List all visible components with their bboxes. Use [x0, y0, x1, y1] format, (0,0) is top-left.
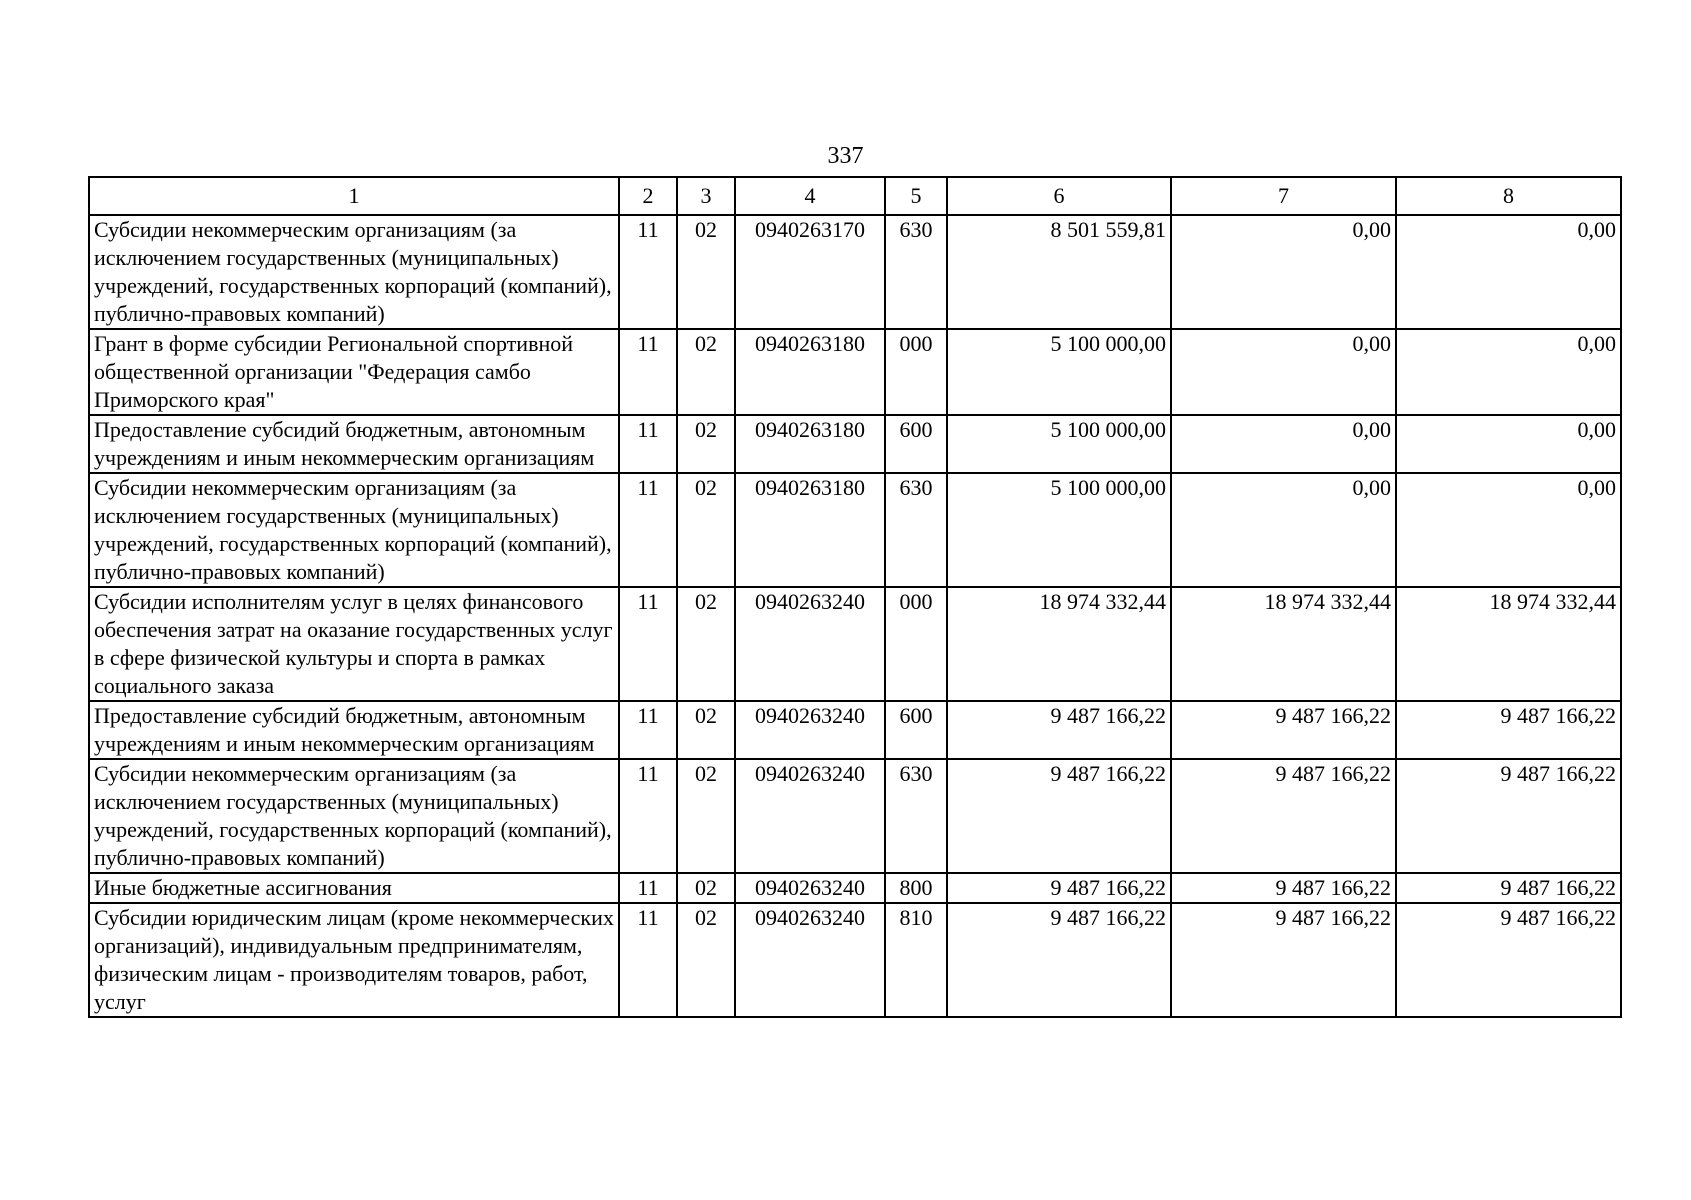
- row-amount-7: 0,00: [1171, 329, 1396, 415]
- row-subsection: 02: [677, 473, 735, 587]
- row-section: 11: [619, 873, 677, 903]
- column-header: 8: [1396, 177, 1621, 215]
- table-row: [89, 473, 1621, 587]
- table-row: [89, 873, 1621, 903]
- row-target-article: 0940263240: [735, 759, 885, 873]
- row-amount-8: 9 487 166,22: [1396, 701, 1621, 759]
- row-description: Субсидии некоммерческим организациям (за исключением государственных (муниципальных) учреждений, государственных корпораций (компаний), публично-правовых компаний): [89, 759, 619, 873]
- row-expense-type: 000: [885, 587, 947, 701]
- row-amount-6: 18 974 332,44: [947, 587, 1171, 701]
- row-target-article: 0940263170: [735, 215, 885, 329]
- row-section: 11: [619, 415, 677, 473]
- row-amount-8: 0,00: [1396, 473, 1621, 587]
- row-section: 11: [619, 587, 677, 701]
- column-header: 6: [947, 177, 1171, 215]
- row-target-article: 0940263180: [735, 329, 885, 415]
- row-description: Иные бюджетные ассигнования: [89, 873, 619, 903]
- table-row: [89, 701, 1621, 759]
- row-amount-8: 0,00: [1396, 415, 1621, 473]
- row-amount-7: 9 487 166,22: [1171, 701, 1396, 759]
- row-subsection: 02: [677, 587, 735, 701]
- row-description: Субсидии юридическим лицам (кроме некоммерческих организаций), индивидуальным предпринимателям, физическим лицам - производителям товаров, работ, услуг: [89, 903, 619, 1017]
- row-amount-6: 5 100 000,00: [947, 415, 1171, 473]
- row-section: 11: [619, 473, 677, 587]
- table-row: [89, 759, 1621, 873]
- column-header: 2: [619, 177, 677, 215]
- row-amount-8: 0,00: [1396, 329, 1621, 415]
- row-description: Субсидии некоммерческим организациям (за исключением государственных (муниципальных) учреждений, государственных корпораций (компаний), публично-правовых компаний): [89, 473, 619, 587]
- row-target-article: 0940263240: [735, 873, 885, 903]
- row-amount-7: 0,00: [1171, 215, 1396, 329]
- row-expense-type: 630: [885, 759, 947, 873]
- row-expense-type: 630: [885, 473, 947, 587]
- row-description: Субсидии некоммерческим организациям (за исключением государственных (муниципальных) учреждений, государственных корпораций (компаний), публично-правовых компаний): [89, 215, 619, 329]
- table-row: [89, 587, 1621, 701]
- table-row: [89, 329, 1621, 415]
- budget-table: [88, 176, 1622, 1018]
- row-expense-type: 810: [885, 903, 947, 1017]
- row-amount-6: 9 487 166,22: [947, 903, 1171, 1017]
- table-row: [89, 903, 1621, 1017]
- row-subsection: 02: [677, 759, 735, 873]
- row-amount-8: 0,00: [1396, 215, 1621, 329]
- row-subsection: 02: [677, 701, 735, 759]
- row-amount-7: 9 487 166,22: [1171, 903, 1396, 1017]
- header-row: [89, 177, 1621, 215]
- row-section: 11: [619, 759, 677, 873]
- row-amount-7: 9 487 166,22: [1171, 873, 1396, 903]
- row-amount-6: 9 487 166,22: [947, 873, 1171, 903]
- row-target-article: 0940263240: [735, 587, 885, 701]
- row-target-article: 0940263180: [735, 415, 885, 473]
- row-amount-8: 9 487 166,22: [1396, 759, 1621, 873]
- column-header: 4: [735, 177, 885, 215]
- column-header: 7: [1171, 177, 1396, 215]
- page-number: 337: [827, 143, 864, 169]
- row-amount-8: 9 487 166,22: [1396, 873, 1621, 903]
- row-section: 11: [619, 215, 677, 329]
- column-header: 1: [89, 177, 619, 215]
- row-expense-type: 630: [885, 215, 947, 329]
- row-subsection: 02: [677, 903, 735, 1017]
- row-amount-6: 9 487 166,22: [947, 759, 1171, 873]
- row-amount-8: 18 974 332,44: [1396, 587, 1621, 701]
- row-expense-type: 000: [885, 329, 947, 415]
- row-amount-6: 9 487 166,22: [947, 701, 1171, 759]
- row-subsection: 02: [677, 215, 735, 329]
- row-section: 11: [619, 329, 677, 415]
- row-section: 11: [619, 701, 677, 759]
- row-description: Предоставление субсидий бюджетным, автономным учреждениям и иным некоммерческим организациям: [89, 701, 619, 759]
- row-target-article: 0940263240: [735, 903, 885, 1017]
- row-amount-6: 5 100 000,00: [947, 473, 1171, 587]
- row-target-article: 0940263180: [735, 473, 885, 587]
- row-amount-7: 9 487 166,22: [1171, 759, 1396, 873]
- row-target-article: 0940263240: [735, 701, 885, 759]
- column-header: 5: [885, 177, 947, 215]
- row-expense-type: 800: [885, 873, 947, 903]
- table-row: [89, 215, 1621, 329]
- row-amount-6: 5 100 000,00: [947, 329, 1171, 415]
- row-description: Предоставление субсидий бюджетным, автономным учреждениям и иным некоммерческим организациям: [89, 415, 619, 473]
- row-expense-type: 600: [885, 701, 947, 759]
- row-amount-7: 0,00: [1171, 473, 1396, 587]
- row-amount-8: 9 487 166,22: [1396, 903, 1621, 1017]
- row-subsection: 02: [677, 873, 735, 903]
- column-header: 3: [677, 177, 735, 215]
- row-expense-type: 600: [885, 415, 947, 473]
- table-row: [89, 415, 1621, 473]
- row-subsection: 02: [677, 415, 735, 473]
- row-subsection: 02: [677, 329, 735, 415]
- row-amount-7: 0,00: [1171, 415, 1396, 473]
- row-amount-6: 8 501 559,81: [947, 215, 1171, 329]
- row-description: Грант в форме субсидии Региональной спортивной общественной организации "Федерация самбо Приморского края": [89, 329, 619, 415]
- row-description: Субсидии исполнителям услуг в целях финансового обеспечения затрат на оказание государственных услуг в сфере физической культуры и спорта в рамках социального заказа: [89, 587, 619, 701]
- row-amount-7: 18 974 332,44: [1171, 587, 1396, 701]
- row-section: 11: [619, 903, 677, 1017]
